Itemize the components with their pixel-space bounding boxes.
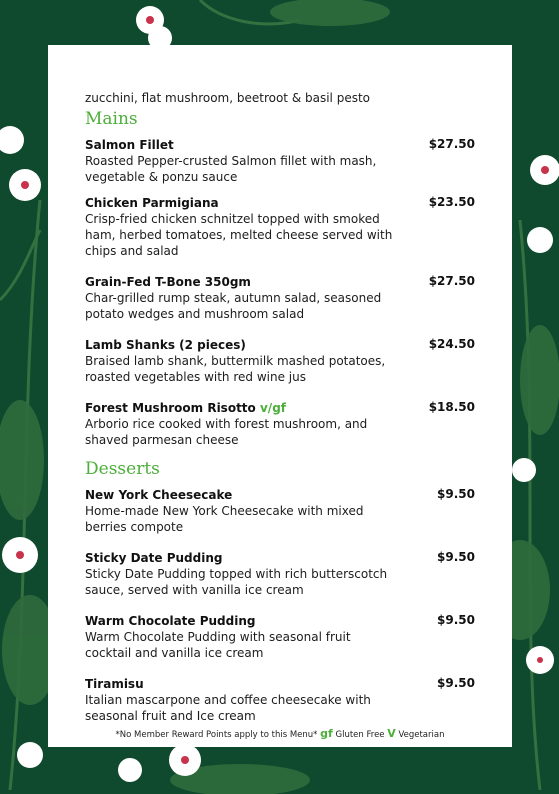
item-name: Lamb Shanks (2 pieces) <box>85 338 246 352</box>
menu-item <box>85 400 475 448</box>
item-description: Warm Chocolate Pudding with seasonal fruit cocktail and vanilla ice cream <box>85 630 351 660</box>
menu-item <box>85 337 475 385</box>
menu-card <box>48 45 512 747</box>
item-name: Warm Chocolate Pudding <box>85 614 256 628</box>
menu-item <box>85 613 475 661</box>
item-description: Crisp-fried chicken schnitzel topped with smoked ham, herbed tomatoes, melted cheese served with chips and salad <box>85 212 393 258</box>
menu-item <box>85 487 475 535</box>
item-name: Grain-Fed T-Bone 350gm <box>85 275 251 289</box>
menu-item <box>85 676 475 724</box>
item-name: Forest Mushroom Risotto <box>85 401 256 415</box>
item-price: $27.50 <box>428 137 475 151</box>
item-description: Italian mascarpone and coffee cheesecake with seasonal fruit and Ice cream <box>85 693 371 723</box>
footer-note: *No Member Reward Points apply to this Menu* <box>115 730 318 740</box>
item-description: Home-made New York Cheesecake with mixed berries compote <box>85 504 364 534</box>
item-name: Sticky Date Pudding <box>85 551 223 565</box>
item-name: Tiramisu <box>85 677 144 691</box>
menu-item <box>85 195 475 259</box>
item-name: Salmon Fillet <box>85 138 174 152</box>
menu-item <box>85 550 475 598</box>
item-name: New York Cheesecake <box>85 488 233 502</box>
vegetarian-label: Vegetarian <box>398 730 445 740</box>
gluten-free-label: Gluten Free <box>335 730 385 740</box>
item-price: $24.50 <box>428 337 475 351</box>
item-price: $27.50 <box>428 274 475 288</box>
item-price: $9.50 <box>437 613 475 627</box>
item-price: $9.50 <box>437 676 475 690</box>
menu-item <box>85 137 475 185</box>
item-description: Braised lamb shank, buttermilk mashed potatoes, roasted vegetables with red wine jus <box>85 354 386 384</box>
item-description: Sticky Date Pudding topped with rich butterscotch sauce, served with vanilla ice cream <box>85 567 388 597</box>
item-description: Char-grilled rump steak, autumn salad, seasoned potato wedges and mushroom salad <box>85 291 382 321</box>
section-title-mains: Mains <box>85 109 138 129</box>
item-price: $9.50 <box>437 487 475 501</box>
item-description: Roasted Pepper-crusted Salmon fillet with mash, vegetable & ponzu sauce <box>85 154 377 184</box>
item-price: $23.50 <box>428 195 475 209</box>
menu-item <box>85 274 475 322</box>
item-name: Chicken Parmigiana <box>85 196 219 210</box>
item-price: $18.50 <box>428 400 475 414</box>
item-price: $9.50 <box>437 550 475 564</box>
menu-footer <box>48 727 512 740</box>
item-description: Arborio rice cooked with forest mushroom, and shaved parmesan cheese <box>85 417 368 447</box>
gluten-free-mark: gf <box>320 727 333 740</box>
vegetarian-mark: V <box>387 727 396 740</box>
section-title-desserts: Desserts <box>85 459 160 479</box>
dietary-tag: v/gf <box>259 401 286 415</box>
intro-text: zucchini, flat mushroom, beetroot & basil pesto <box>85 91 370 105</box>
